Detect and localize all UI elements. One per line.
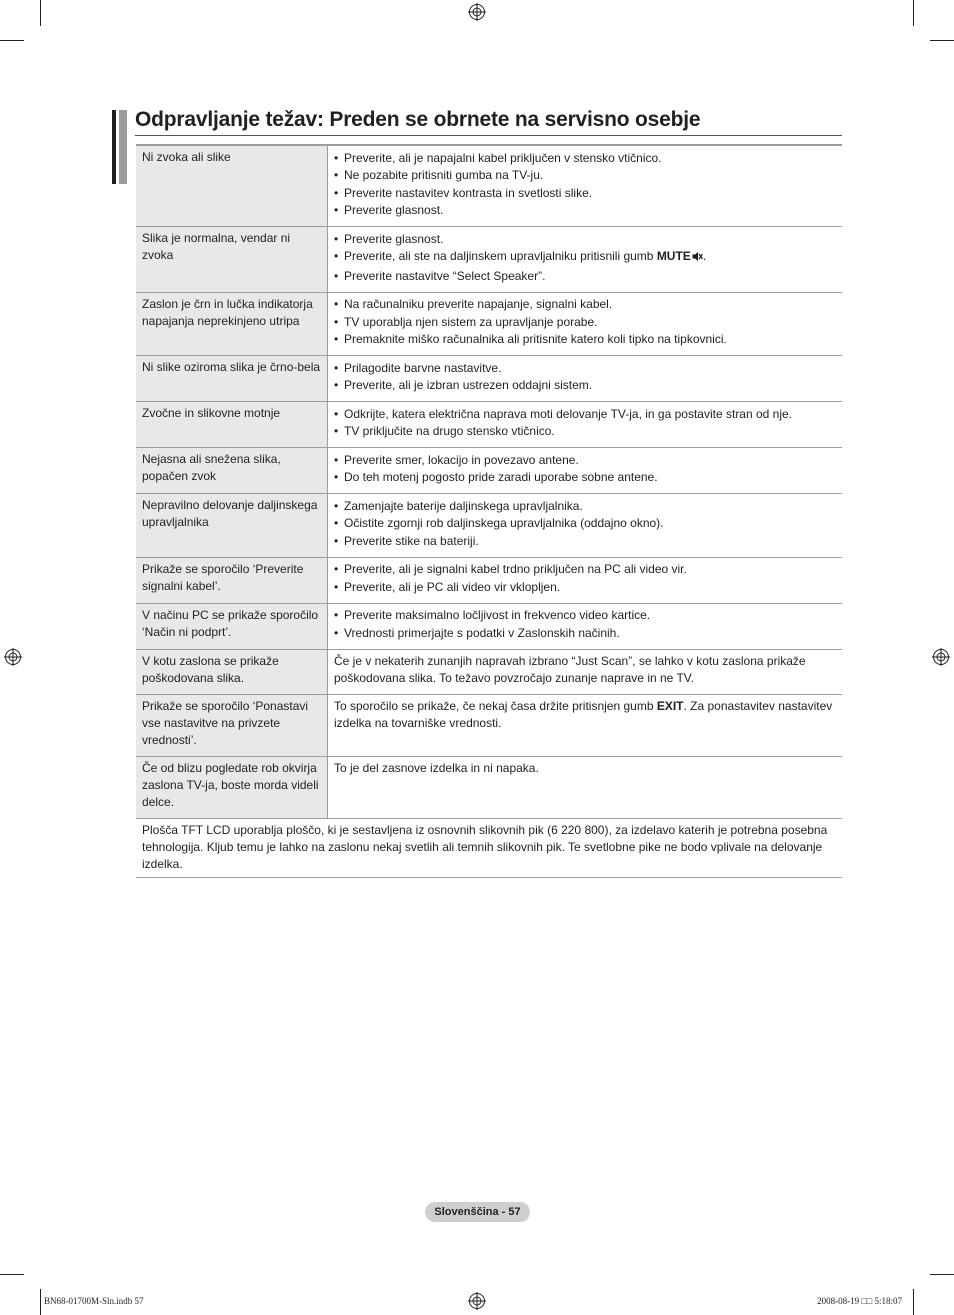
list-item: • Preverite glasnost. — [334, 231, 836, 248]
page-number-badge: Slovenščina - 57 — [425, 1202, 530, 1222]
solution-cell — [328, 448, 843, 494]
symptom-cell: V kotu zaslona se prikaže poškodovana slika. — [136, 649, 328, 694]
table-row — [136, 694, 842, 756]
list-item: • Vrednosti primerjajte s podatki v Zaslonskih načinih. — [334, 625, 836, 642]
solution-cell — [328, 694, 843, 756]
list-item: • Na računalniku preverite napajanje, signalni kabel. — [334, 296, 836, 313]
list-item: • Preverite, ali je izbran ustrezen oddajni sistem. — [334, 377, 836, 394]
crop-mark — [0, 40, 24, 41]
solution-cell — [328, 402, 843, 448]
table-note-row — [136, 818, 842, 877]
list-item: • Preverite, ali je PC ali video vir vklopljen. — [334, 579, 836, 596]
crop-mark — [40, 0, 41, 26]
mute-line-suffix: . — [702, 249, 707, 263]
registration-mark-icon — [4, 648, 22, 666]
list-item: • Premaknite miško računalnika ali pritisnite katero koli tipko na tipkovnici. — [334, 331, 836, 348]
solution-cell — [328, 494, 843, 558]
solution-cell — [328, 557, 843, 603]
solution-cell: Če je v nekaterih zunanjih napravah izbrano “Just Scan”, se lahko v kotu zaslona prikaže poškodovana slika. To težavo povzročajo zunanje naprave in ne TV. — [328, 649, 843, 694]
solution-cell — [328, 145, 843, 227]
print-slug-file: BN68-01700M-Sln.indb 57 — [44, 1296, 144, 1306]
symptom-cell: Prikaže se sporočilo ‘Preverite signalni kabel’. — [136, 557, 328, 603]
table-row — [136, 227, 842, 293]
list-item: • Do teh motenj pogosto pride zaradi uporabe sobne antene. — [334, 469, 836, 486]
symptom-cell: Prikaže se sporočilo ‘Ponastavi vse nastavitve na privzete vrednosti’. — [136, 694, 328, 756]
symptom-cell: Ni zvoka ali slike — [136, 145, 328, 227]
mute-line-text: Preverite, ali ste na daljinskem upravljalniku pritisnili gumb — [344, 249, 657, 263]
crop-mark — [913, 1289, 914, 1315]
solution-text-suffix: . Za ponastavitev nastavitev izdelka na tovarniške vrednosti. — [334, 698, 833, 730]
table-row — [136, 649, 842, 694]
list-item: • Preverite nastavitve “Select Speaker”. — [334, 268, 836, 285]
table-row — [136, 145, 842, 227]
registration-mark-icon — [468, 3, 486, 21]
symptom-cell: Slika je normalna, vendar ni zvoka — [136, 227, 328, 293]
list-item — [334, 248, 836, 267]
solution-cell: To je del zasnove izdelka in ni napaka. — [328, 756, 843, 818]
symptom-cell: Zaslon je črn in lučka indikatorja napajanja neprekinjeno utripa — [136, 292, 328, 356]
mute-button-label: MUTE — [656, 249, 691, 263]
symptom-cell: Nepravilno delovanje daljinskega upravljalnika — [136, 494, 328, 558]
list-item: • Preverite, ali je signalni kabel trdno priključen na PC ali video vir. — [334, 561, 836, 578]
troubleshooting-table — [136, 144, 842, 878]
table-row — [136, 756, 842, 818]
crop-mark — [930, 40, 954, 41]
list-item: • Očistite zgornji rob daljinskega upravljalnika (oddajno okno). — [334, 515, 836, 532]
list-item: • Odkrijte, katera električna naprava moti delovanje TV-ja, in ga postavite stran od nje. — [334, 406, 836, 423]
table-row — [136, 402, 842, 448]
solution-cell — [328, 227, 843, 293]
registration-mark-icon — [932, 648, 950, 666]
list-item: • Preverite stike na bateriji. — [334, 533, 836, 550]
table-row — [136, 494, 842, 558]
table-row — [136, 292, 842, 356]
list-item: • Ne pozabite pritisniti gumba na TV-ju. — [334, 167, 836, 184]
table-row — [136, 557, 842, 603]
symptom-cell: Zvočne in slikovne motnje — [136, 402, 328, 448]
list-item: • Preverite maksimalno ločljivost in frekvenco video kartice. — [334, 607, 836, 624]
print-slug-date: 2008-08-19 □□ 5:18:07 — [817, 1296, 902, 1306]
page-title: Odpravljanje težav: Preden se obrnete na servisno osebje — [135, 106, 842, 136]
crop-mark — [40, 1289, 41, 1315]
lcd-note: Plošča TFT LCD uporablja ploščo, ki je sestavljena iz osnovnih slikovnih pik (6 220 800), za izdelavo katerih je potrebna posebna tehnologija. Kljub temu je lahko na zaslonu nekaj svetlih ali temnih slikovnih pik. Te svetlobne pike ne bodo vplivale na delovanje izdelka. — [136, 818, 842, 877]
crop-mark — [0, 1274, 24, 1275]
list-item: • Prilagodite barvne nastavitve. — [334, 360, 836, 377]
exit-button-label: EXIT — [656, 698, 684, 713]
list-item: • Preverite, ali je napajalni kabel priključen v stensko vtičnico. — [334, 150, 836, 167]
symptom-cell: V načinu PC se prikaže sporočilo ‘Način ni podprt’. — [136, 603, 328, 649]
table-row — [136, 603, 842, 649]
solution-cell — [328, 603, 843, 649]
symptom-cell: Ni slike oziroma slika je črno-bela — [136, 356, 328, 402]
list-item: • TV uporablja njen sistem za upravljanje porabe. — [334, 314, 836, 331]
list-item: • Preverite smer, lokacijo in povezavo antene. — [334, 452, 836, 469]
registration-mark-icon — [468, 1292, 486, 1310]
table-row — [136, 448, 842, 494]
mute-speaker-icon — [692, 250, 703, 267]
solution-cell — [328, 356, 843, 402]
symptom-cell: Če od blizu pogledate rob okvirja zaslona TV-ja, boste morda videli delce. — [136, 756, 328, 818]
solution-text: To sporočilo se prikaže, če nekaj časa držite pritisnjen gumb — [334, 698, 657, 713]
table-row — [136, 356, 842, 402]
list-item: • TV priključite na drugo stensko vtičnico. — [334, 423, 836, 440]
solution-cell — [328, 292, 843, 356]
symptom-cell: Nejasna ali snežena slika, popačen zvok — [136, 448, 328, 494]
list-item: • Preverite nastavitev kontrasta in svetlosti slike. — [334, 185, 836, 202]
crop-mark — [930, 1274, 954, 1275]
list-item: • Zamenjajte baterije daljinskega upravljalnika. — [334, 498, 836, 515]
crop-mark — [913, 0, 914, 26]
list-item: • Preverite glasnost. — [334, 202, 836, 219]
